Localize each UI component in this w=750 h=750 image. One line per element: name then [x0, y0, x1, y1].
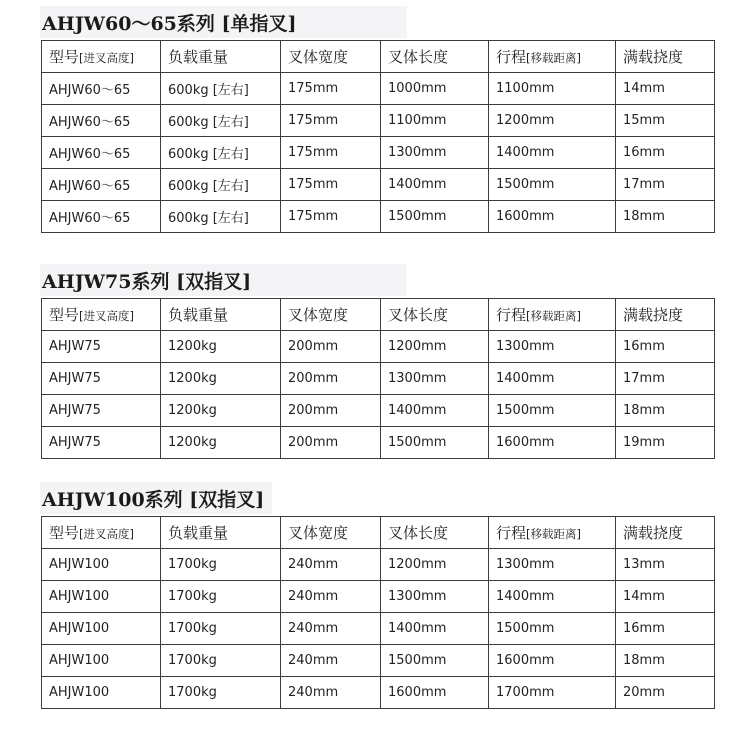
- table-cell: AHJW100: [42, 613, 161, 645]
- table-cell: 175mm: [281, 105, 381, 137]
- table-cell: 175mm: [281, 169, 381, 201]
- column-header: [489, 41, 616, 73]
- table-row: [42, 549, 715, 581]
- table-cell: 1200kg: [161, 395, 281, 427]
- column-header: [161, 41, 281, 73]
- table-cell: 175mm: [281, 137, 381, 169]
- table-cell: AHJW100: [42, 549, 161, 581]
- table-cell: 1500mm: [489, 613, 616, 645]
- section-ahjw75: [40, 264, 715, 459]
- column-header-label: 叉体长度: [388, 48, 449, 66]
- table-cell: AHJW60～65: [42, 73, 161, 105]
- table-cell: 1200mm: [489, 105, 616, 137]
- column-header: [381, 41, 489, 73]
- table-cell: 600kg [左右]: [161, 105, 281, 137]
- table-cell: 1300mm: [489, 549, 616, 581]
- table-row: [42, 363, 715, 395]
- table-cell: 1500mm: [381, 645, 489, 677]
- column-header-label: 满载挠度: [623, 524, 684, 542]
- table-cell: 1300mm: [489, 331, 616, 363]
- table-cell: 1700kg: [161, 549, 281, 581]
- table-cell: 17mm: [616, 169, 715, 201]
- column-header: [281, 517, 381, 549]
- table-cell: 1500mm: [489, 169, 616, 201]
- column-header-sublabel: [进叉高度]: [79, 527, 134, 541]
- section-title-bar: [40, 264, 407, 296]
- column-header-label: 叉体长度: [388, 306, 449, 324]
- table-cell: 1200kg: [161, 427, 281, 459]
- column-header-label: 行程: [496, 48, 527, 66]
- column-header: [489, 517, 616, 549]
- table-cell: 1000mm: [381, 73, 489, 105]
- column-header-label: 叉体长度: [388, 524, 449, 542]
- table-cell: 1700kg: [161, 677, 281, 709]
- table-cell: 1700kg: [161, 581, 281, 613]
- column-header-sublabel: [进叉高度]: [79, 309, 134, 323]
- table-cell: 200mm: [281, 363, 381, 395]
- table-cell: 1400mm: [489, 581, 616, 613]
- table-header-row: [42, 517, 715, 549]
- table-cell: 18mm: [616, 645, 715, 677]
- column-header-label: 行程: [496, 524, 527, 542]
- column-header-label: 型号: [49, 524, 80, 542]
- table-cell: 1400mm: [381, 395, 489, 427]
- table-cell: 240mm: [281, 549, 381, 581]
- table-cell: 16mm: [616, 613, 715, 645]
- section-title: AHJW100系列 [双指叉]: [42, 488, 265, 511]
- table-cell: 240mm: [281, 613, 381, 645]
- column-header-sublabel: [进叉高度]: [79, 51, 134, 65]
- table-cell: 1300mm: [381, 581, 489, 613]
- table-row: [42, 105, 715, 137]
- table-cell: 1200kg: [161, 363, 281, 395]
- column-header: [489, 299, 616, 331]
- table-cell: AHJW100: [42, 645, 161, 677]
- table-cell: AHJW75: [42, 427, 161, 459]
- table-header-row: [42, 41, 715, 73]
- table-cell: AHJW100: [42, 677, 161, 709]
- table-row: [42, 613, 715, 645]
- table-row: [42, 645, 715, 677]
- column-header: [281, 41, 381, 73]
- table-cell: 1200mm: [381, 549, 489, 581]
- table-cell: 1600mm: [489, 427, 616, 459]
- table-row: [42, 581, 715, 613]
- table-cell: AHJW60～65: [42, 105, 161, 137]
- table-cell: 1700mm: [489, 677, 616, 709]
- table-row: [42, 201, 715, 233]
- spec-table: [41, 516, 715, 709]
- column-header-label: 满载挠度: [623, 306, 684, 324]
- column-header: [281, 299, 381, 331]
- column-header-label: 负载重量: [168, 306, 229, 324]
- column-header: [42, 517, 161, 549]
- table-cell: 1400mm: [489, 137, 616, 169]
- table-cell: 17mm: [616, 363, 715, 395]
- table-cell: 240mm: [281, 645, 381, 677]
- column-header-sublabel: [移载距离]: [526, 51, 581, 65]
- column-header-label: 型号: [49, 48, 80, 66]
- column-header: [42, 299, 161, 331]
- column-header-label: 行程: [496, 306, 527, 324]
- table-cell: 1300mm: [381, 137, 489, 169]
- table-cell: 600kg [左右]: [161, 201, 281, 233]
- table-cell: 16mm: [616, 331, 715, 363]
- table-cell: 1100mm: [489, 73, 616, 105]
- column-header-label: 叉体宽度: [288, 48, 349, 66]
- table-cell: AHJW75: [42, 331, 161, 363]
- section-title-bar: [40, 482, 272, 514]
- table-cell: 200mm: [281, 331, 381, 363]
- table-cell: 1400mm: [381, 613, 489, 645]
- table-cell: 175mm: [281, 73, 381, 105]
- table-cell: 18mm: [616, 395, 715, 427]
- table-cell: 1500mm: [381, 427, 489, 459]
- table-cell: 18mm: [616, 201, 715, 233]
- table-cell: 175mm: [281, 201, 381, 233]
- table-cell: 1500mm: [489, 395, 616, 427]
- table-cell: 1600mm: [381, 677, 489, 709]
- table-cell: 1600mm: [489, 201, 616, 233]
- table-cell: 1200kg: [161, 331, 281, 363]
- table-cell: AHJW75: [42, 363, 161, 395]
- table-cell: AHJW100: [42, 581, 161, 613]
- table-cell: 14mm: [616, 73, 715, 105]
- table-cell: 1600mm: [489, 645, 616, 677]
- column-header-sublabel: [移载距离]: [526, 309, 581, 323]
- table-cell: 600kg [左右]: [161, 137, 281, 169]
- column-header-sublabel: [移载距离]: [526, 527, 581, 541]
- table-cell: 1500mm: [381, 201, 489, 233]
- table-cell: 1100mm: [381, 105, 489, 137]
- column-header-label: 负载重量: [168, 524, 229, 542]
- column-header: [616, 517, 715, 549]
- table-cell: 240mm: [281, 677, 381, 709]
- table-cell: 1400mm: [381, 169, 489, 201]
- table-cell: 1700kg: [161, 645, 281, 677]
- column-header: [616, 41, 715, 73]
- spec-table: [41, 298, 715, 459]
- table-cell: 600kg [左右]: [161, 73, 281, 105]
- table-cell: AHJW75: [42, 395, 161, 427]
- column-header-label: 叉体宽度: [288, 306, 349, 324]
- column-header: [381, 517, 489, 549]
- table-cell: 16mm: [616, 137, 715, 169]
- column-header: [161, 299, 281, 331]
- table-cell: 200mm: [281, 427, 381, 459]
- table-cell: 1300mm: [381, 363, 489, 395]
- section-ahjw100: [40, 482, 715, 709]
- table-cell: 19mm: [616, 427, 715, 459]
- column-header: [161, 517, 281, 549]
- table-cell: 15mm: [616, 105, 715, 137]
- table-row: [42, 427, 715, 459]
- section-title: AHJW75系列 [双指叉]: [42, 270, 252, 293]
- table-row: [42, 137, 715, 169]
- table-cell: 1200mm: [381, 331, 489, 363]
- table-cell: AHJW60～65: [42, 137, 161, 169]
- table-cell: 200mm: [281, 395, 381, 427]
- table-cell: 1700kg: [161, 613, 281, 645]
- table-cell: 14mm: [616, 581, 715, 613]
- column-header: [616, 299, 715, 331]
- table-row: [42, 169, 715, 201]
- table-cell: AHJW60～65: [42, 169, 161, 201]
- table-header-row: [42, 299, 715, 331]
- column-header: [42, 41, 161, 73]
- section-ahjw60-65: [40, 6, 715, 233]
- table-row: [42, 395, 715, 427]
- section-title-bar: [40, 6, 407, 38]
- column-header: [381, 299, 489, 331]
- table-cell: 1400mm: [489, 363, 616, 395]
- column-header-label: 型号: [49, 306, 80, 324]
- table-row: [42, 331, 715, 363]
- column-header-label: 满载挠度: [623, 48, 684, 66]
- column-header-label: 叉体宽度: [288, 524, 349, 542]
- table-row: [42, 677, 715, 709]
- table-row: [42, 73, 715, 105]
- table-cell: 20mm: [616, 677, 715, 709]
- table-cell: 240mm: [281, 581, 381, 613]
- section-title: AHJW60～65系列 [单指叉]: [42, 12, 297, 35]
- table-cell: AHJW60～65: [42, 201, 161, 233]
- spec-table: [41, 40, 715, 233]
- table-cell: 600kg [左右]: [161, 169, 281, 201]
- table-cell: 13mm: [616, 549, 715, 581]
- column-header-label: 负载重量: [168, 48, 229, 66]
